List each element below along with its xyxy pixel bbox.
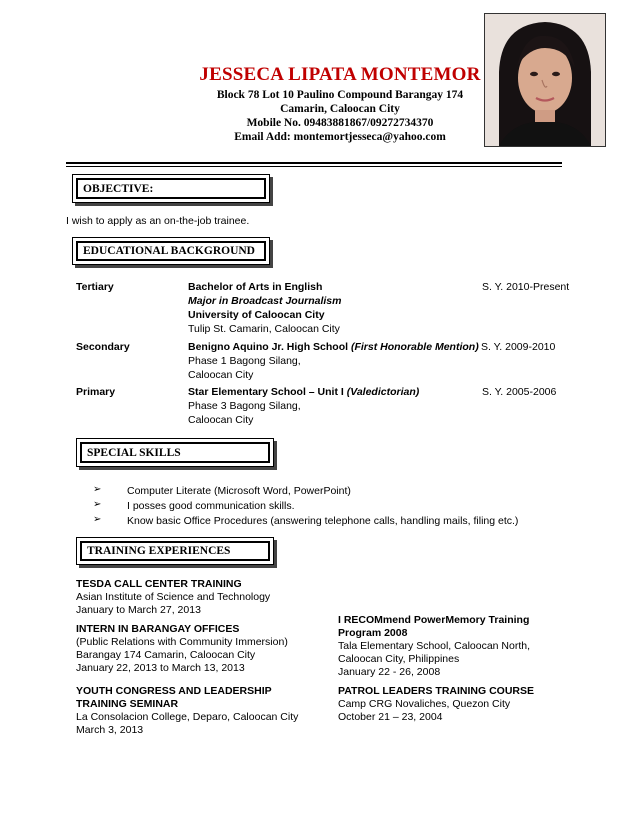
mobile-number: Mobile No. 09483881867/09272734370 [246,117,434,129]
arrow-bullet-icon: ➢ [93,514,102,525]
skill-item: Computer Literate (Microsoft Word, PowerPoint) [127,485,351,497]
tertiary-address: Tulip St. Camarin, Caloocan City [188,323,340,335]
arrow-bullet-icon: ➢ [93,499,102,510]
primary-honor: (Valedictorian) [346,386,420,398]
training-detail: Caloocan City, Philippines [338,653,460,665]
education-heading-box [72,237,270,265]
header-divider-thin [66,166,562,167]
skills-list [0,484,638,534]
training-detail: La Consolacion College, Deparo, Caloocan City [76,711,299,723]
primary-year: S. Y. 2005-2006 [482,386,557,398]
secondary-school-line [188,340,479,354]
tertiary-degree: Bachelor of Arts in English [188,281,323,293]
skills-heading-box [76,438,274,467]
secondary-address-2: Caloocan City [188,369,254,381]
training-detail: January 22 - 26, 2008 [338,666,441,678]
objective-heading-box [72,174,270,203]
tertiary-school: University of Caloocan City [188,309,325,321]
training-title: INTERN IN BARANGAY OFFICES [76,623,240,635]
training-heading: TRAINING EXPERIENCES [87,545,231,557]
education-level-primary: Primary [76,386,116,398]
education-level-secondary: Secondary [76,341,130,353]
email-address: Email Add: montemortjesseca@yahoo.com [234,131,446,143]
primary-address-2: Caloocan City [188,414,254,426]
training-detail: January to March 27, 2013 [76,604,201,616]
primary-school: Star Elementary School – Unit I [188,386,347,398]
primary-school-line [188,385,419,399]
training-detail: Camp CRG Novaliches, Quezon City [338,698,511,710]
arrow-bullet-icon: ➢ [93,484,102,495]
primary-address-1: Phase 3 Bagong Silang, [188,400,301,412]
address-line-2: Camarin, Caloocan City [280,103,400,115]
training-title: Program 2008 [338,627,408,639]
training-detail: January 22, 2013 to March 13, 2013 [76,662,245,674]
skills-heading: SPECIAL SKILLS [87,446,181,459]
secondary-honor: (First Honorable Mention) [350,341,479,353]
applicant-name: JESSECA LIPATA MONTEMOR [199,64,481,85]
training-detail: (Public Relations with Community Immersion) [76,636,288,648]
training-title: TESDA CALL CENTER TRAINING [76,578,242,590]
training-detail: Tala Elementary School, Caloocan North, [338,640,531,652]
training-detail: October 21 – 23, 2004 [338,711,443,723]
secondary-address-1: Phase 1 Bagong Silang, [188,355,301,367]
address-line-1: Block 78 Lot 10 Paulino Compound Barangay 174 [216,89,464,101]
tertiary-year: S. Y. 2010-Present [482,281,570,293]
education-level-tertiary: Tertiary [76,281,114,293]
education-heading: EDUCATIONAL BACKGROUND [83,245,255,257]
training-detail: Barangay 174 Camarin, Caloocan City [76,649,256,661]
objective-heading: OBJECTIVE: [83,182,154,195]
training-title: TRAINING SEMINAR [76,698,179,710]
header-divider [66,162,562,164]
training-title: I RECOMmend PowerMemory Training [338,614,530,626]
training-title: YOUTH CONGRESS AND LEADERSHIP [76,685,272,697]
skill-item: I posses good communication skills. [127,500,295,512]
secondary-year: S. Y. 2009-2010 [481,341,556,353]
skill-item: Know basic Office Procedures (answering telephone calls, handling mails, filing etc.) [127,515,519,527]
secondary-school: Benigno Aquino Jr. High School [188,341,351,353]
training-detail: March 3, 2013 [76,724,144,736]
objective-text: I wish to apply as an on-the-job trainee. [66,215,250,227]
training-title: PATROL LEADERS TRAINING COURSE [338,685,535,697]
tertiary-major: Major in Broadcast Journalism [188,295,342,307]
portrait-photo [484,13,606,147]
training-heading-box [76,537,274,565]
training-detail: Asian Institute of Science and Technology [76,591,271,603]
